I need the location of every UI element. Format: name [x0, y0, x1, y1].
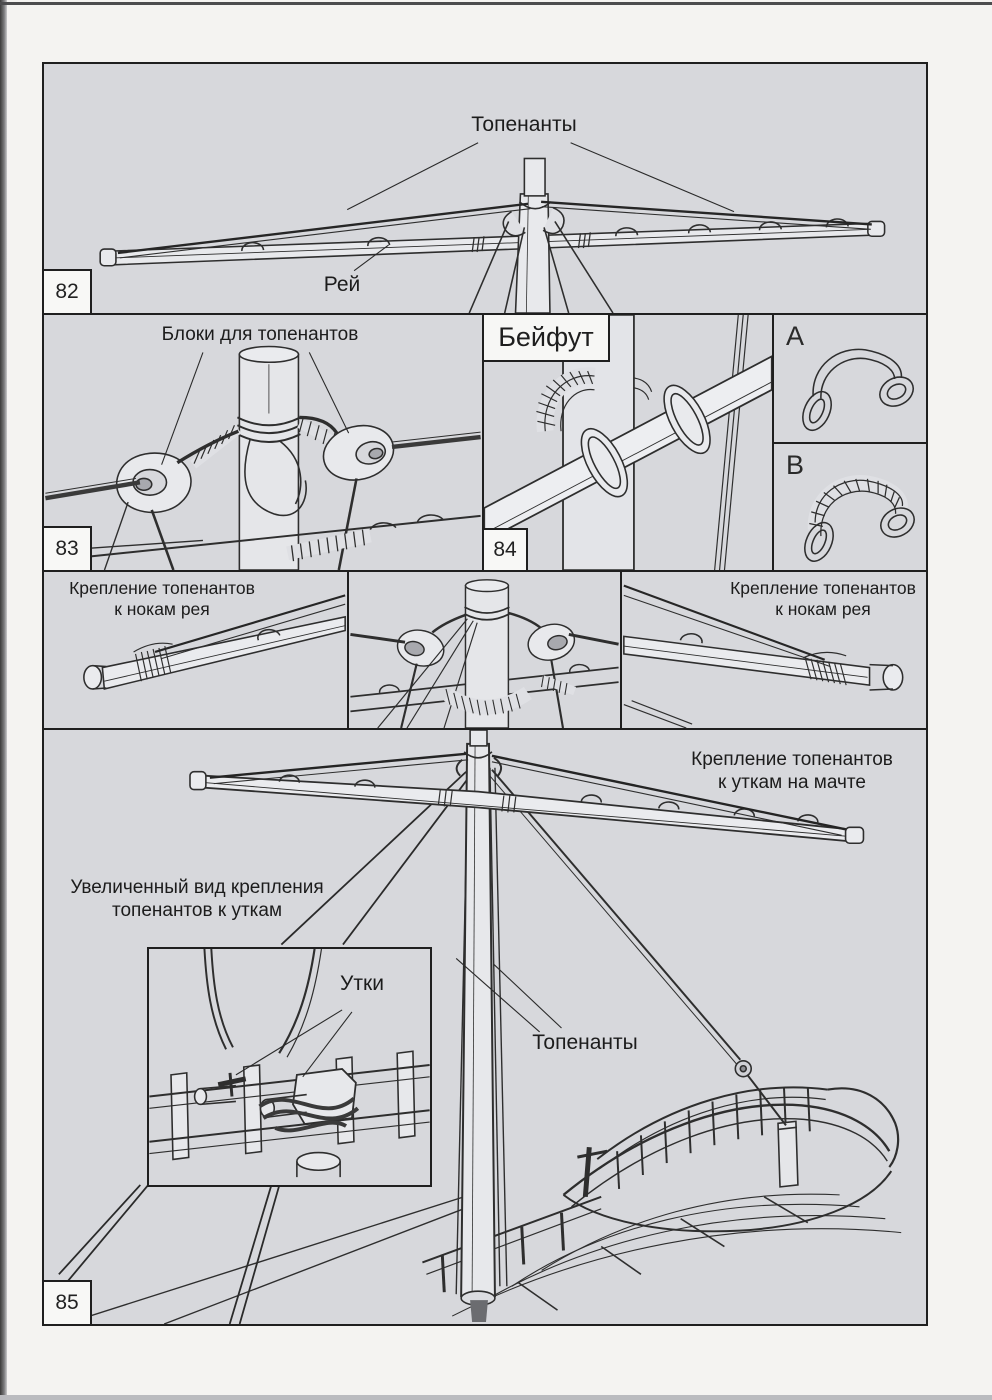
topenants-label: Топенанты [471, 113, 577, 136]
cleats-label: Утки [340, 972, 384, 995]
enlarged-view-caption [52, 876, 342, 922]
parrel-title: Бейфут [498, 322, 594, 352]
figure-82-panel [42, 62, 928, 315]
detail-b-label: B [786, 450, 805, 480]
figure-82-drawing [44, 64, 926, 313]
blocks-title: Блоки для топенантов [161, 324, 359, 345]
detail-a-label: A [786, 321, 805, 351]
yardarm-right-caption-line2: к нокам рея [775, 599, 871, 620]
detail-a-panel [772, 313, 928, 444]
figure-85-title-line1: Крепление топенантов [691, 749, 893, 770]
masthead-center-drawing [349, 572, 620, 728]
scan-edge-top [0, 2, 992, 5]
enlarged-view-caption-line1: Увеличенный вид крепления [70, 877, 324, 898]
topenants-label-85: Топенанты [532, 1031, 638, 1054]
figure-85-title [642, 748, 928, 794]
scan-edge-left [0, 0, 7, 1400]
yardarm-right-caption-line1: Крепление топенантов [730, 578, 916, 598]
figure-number-82: 82 [42, 269, 92, 315]
yardarm-left-caption-line1: Крепление топенантов [69, 578, 255, 598]
enlarged-view-caption-line2: топенантов к уткам [111, 900, 283, 922]
masthead-center-panel [347, 570, 622, 730]
yard-label: Рей [323, 273, 361, 296]
figure-number-84: 84 [482, 528, 528, 572]
yardarm-right-panel [620, 570, 928, 730]
figure-number-83: 83 [42, 526, 92, 572]
figure-85-panel [42, 728, 928, 1326]
yardarm-left-caption [52, 578, 272, 621]
yardarm-left-panel [42, 570, 349, 730]
cleat-inset-box [147, 947, 432, 1187]
figure-85-title-line2: к уткам на мачте [718, 772, 866, 794]
scan-edge-bottom [0, 1395, 992, 1400]
yardarm-left-caption-line2: к нокам рея [114, 599, 210, 620]
figure-number-85: 85 [42, 1280, 92, 1326]
figure-84-panel [482, 313, 774, 572]
figure-83-panel [42, 313, 484, 572]
parrel-title-box [482, 313, 610, 362]
figure-83-drawing [44, 315, 482, 570]
yardarm-right-caption [720, 578, 926, 621]
detail-b-panel [772, 442, 928, 572]
